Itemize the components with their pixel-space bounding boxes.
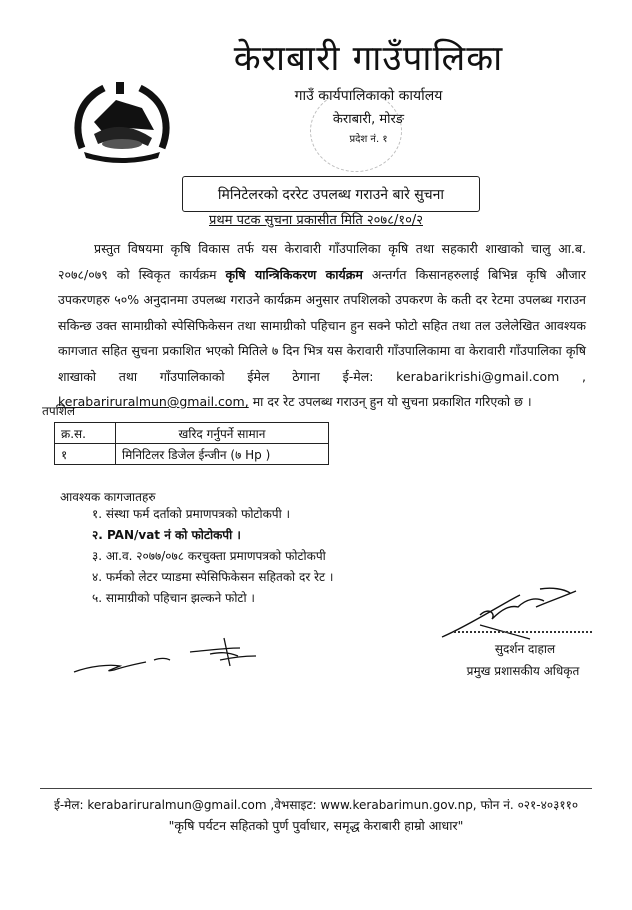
body-text-2: अन्तर्गत किसानहरुलाई बिभिन्न कृषि औजार उपकरणहरु ५०% अनुदानमा उपलब्ध गराउने कार्यक्रम अनुसार तपशिलको उपकरण के कती दर रेटमा उपलब्ध गराउन सकिन्छ उक्त सामाग्रीको स्पेसिफिकेसन तथा सामाग्रीको पहिचान हुन सक्ने फोटो सहित तथा तल उलेलेखित आवश्यक कागजात सहित सुचना प्रकाशित भएको मितिले ७ दिन भित्र यस केरावारी गाँउपालिकामा वा केरावारी गाँउपालिका कृषि शाखाको तथा गाँउपालिकाको ईमेल ठेगाना ई-मेल: bbox=[58, 266, 586, 384]
doc-item: ५. सामाग्रीको पहिचान झल्कने फोटो । bbox=[92, 591, 255, 605]
official-stamp-icon bbox=[310, 90, 402, 172]
table-header-row bbox=[55, 423, 329, 444]
col-serial: क्र.स. bbox=[55, 423, 116, 444]
signature-left-icon bbox=[70, 630, 270, 680]
doc-item: १. संस्था फर्म दर्ताको प्रमाणपत्रको फोटोकपी । bbox=[92, 507, 291, 521]
required-docs-list bbox=[92, 504, 333, 609]
signature-line bbox=[454, 631, 592, 633]
doc-item: २. PAN/vat नं को फोटोकपी । bbox=[92, 528, 241, 542]
notice-subject-text: मिनिटेलरको दररेट उपलब्ध गराउने बारे सुचना bbox=[217, 186, 445, 203]
office-name: गाउँ कार्यपालिकाको कार्यालय bbox=[294, 88, 443, 104]
signer-name: सुदर्शन दाहाल bbox=[494, 642, 556, 656]
organization-name: केराबारी गाउँपालिका bbox=[233, 39, 504, 79]
required-docs-title: आवश्यक कागजातहरु bbox=[60, 490, 156, 504]
footer-contact: ई-मेल: kerabariruralmun@gmail.com ,वेभसाइट: www.kerabarimun.gov.np, फोन नं. ०२१-४०३११० bbox=[53, 798, 579, 812]
row-item: मिनिटिलर डिजेल ईन्जीन (७ Hp ) bbox=[116, 444, 329, 465]
items-table bbox=[54, 422, 329, 465]
body-text-1: प्रस्तुत विषयमा कृषि विकास तर्फ यस केरावारी गाँउपालिका कृषि तथा सहकारी शाखाको चालु आ.ब. २०७८/०७९ को स्विकृत कार्यक्रम bbox=[58, 241, 586, 282]
email-ruralmun[interactable]: kerabariruralmun@gmail.com, bbox=[58, 394, 249, 409]
email-separator: , bbox=[559, 368, 586, 384]
program-name: कृषि यान्त्रिकिकरण कार्यक्रम bbox=[225, 266, 363, 282]
province: प्रदेश नं. १ bbox=[349, 134, 388, 145]
publication-date bbox=[0, 210, 632, 228]
row-serial: १ bbox=[55, 444, 116, 465]
notice-body bbox=[58, 236, 586, 415]
doc-item: ४. फर्मको लेटर प्याडमा स्पेसिफिकेसन सहितको दर रेट । bbox=[92, 570, 334, 584]
body-text-3: मा दर रेट उपलब्ध गराउन् हुन यो सुचना प्रकाशित गरिएको छ । bbox=[248, 394, 532, 409]
details-label: तपशिल bbox=[42, 404, 76, 418]
col-item: खरिद गर्नुपर्ने सामान bbox=[116, 423, 329, 444]
publication-date-text: प्रथम पटक सुचना प्रकासीत मिति २०७८/१०/२ bbox=[209, 213, 423, 228]
email-krishi[interactable]: kerabarikrishi@gmail.com bbox=[396, 368, 560, 384]
table-row bbox=[55, 444, 329, 465]
footer-divider bbox=[40, 788, 592, 789]
doc-item: ३. आ.व. २०७७/०७८ करचुक्ता प्रमाणपत्रको फोटोकपी bbox=[92, 549, 326, 563]
footer-motto: "कृषि पर्यटन सहितको पुर्ण पुर्वाधार, समृद्ध केराबारी हाम्रो आधार" bbox=[168, 818, 464, 833]
office-location: केराबारी, मोरङ bbox=[332, 112, 405, 127]
notice-subject bbox=[182, 176, 480, 212]
signer-title: प्रमुख प्रशासकीय अधिकृत bbox=[466, 664, 580, 678]
